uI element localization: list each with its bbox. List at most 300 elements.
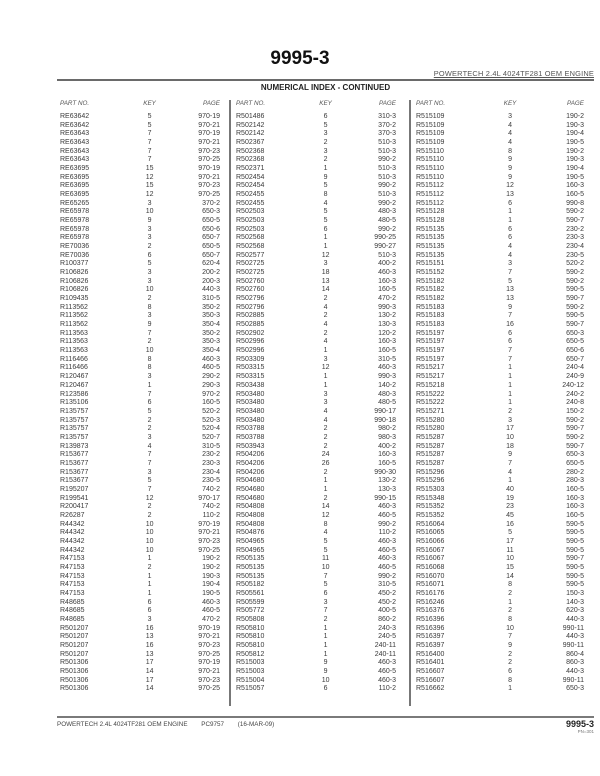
part-number-cell: R502371	[236, 165, 265, 173]
table-row	[416, 521, 584, 530]
key-cell: 5	[323, 208, 328, 216]
index-column-1	[57, 100, 228, 706]
page-ref-cell: 480-5	[378, 217, 396, 225]
part-number-cell: R116466	[60, 355, 88, 363]
part-number-cell: R504965	[236, 546, 265, 554]
key-cell: 13	[506, 191, 514, 199]
part-number-cell: R502503	[236, 217, 265, 225]
page-ref-cell: 520-4	[202, 425, 220, 433]
key-cell: 7	[508, 355, 513, 363]
page-ref-cell: 130-2	[378, 477, 396, 485]
part-number-cell: R515183	[416, 312, 445, 320]
table-row	[60, 113, 220, 122]
table-row	[236, 599, 396, 608]
key-cell: 12	[145, 494, 154, 502]
part-number-cell: R515110	[416, 156, 444, 164]
part-number-cell: R502760	[236, 277, 265, 285]
key-cell: 9	[508, 303, 513, 311]
table-row	[416, 547, 584, 556]
page-ref-cell: 520-3	[202, 416, 220, 424]
table-row	[60, 529, 220, 538]
page-ref-cell: 240-11	[374, 650, 396, 658]
table-row	[60, 391, 220, 400]
part-number-cell: R504680	[236, 477, 265, 485]
page-ref-cell: 310-5	[378, 355, 396, 363]
part-number-cell: R515128	[416, 208, 445, 216]
page-ref-cell: 650-5	[202, 243, 220, 251]
page-ref-cell: 460-5	[378, 511, 396, 519]
key-cell: 2	[508, 650, 513, 658]
key-cell: 4	[147, 442, 152, 450]
key-cell: 13	[145, 650, 154, 658]
key-cell: 3	[323, 260, 328, 268]
part-number-cell: R106826	[60, 286, 89, 294]
page-ref-cell: 160-5	[566, 485, 584, 493]
part-number-cell: R515109	[416, 139, 445, 147]
key-cell: 3	[323, 130, 328, 138]
page-ref-cell: 190-2	[566, 147, 584, 155]
part-number-cell: RE63642	[60, 113, 90, 120]
key-cell: 6	[508, 668, 513, 675]
page-ref-cell: 190-5	[566, 173, 584, 181]
key-cell: 17	[506, 425, 514, 433]
page-ref-cell: 590-5	[566, 563, 584, 571]
table-row	[236, 399, 396, 408]
page-ref-cell: 990-17	[374, 407, 396, 415]
key-cell: 19	[506, 494, 514, 502]
key-cell: 10	[321, 676, 330, 684]
part-number-cell: R515296	[416, 477, 445, 485]
part-number-cell: RE63642	[60, 121, 90, 129]
part-number-cell: R516246	[416, 598, 445, 606]
key-cell: 12	[145, 191, 154, 199]
part-number-cell: R116466	[60, 364, 88, 372]
table-row	[416, 260, 584, 269]
table-row	[60, 625, 220, 634]
page-ref-cell: 520-2	[566, 260, 584, 268]
page-ref-cell: 350-3	[202, 312, 220, 320]
key-cell: 2	[508, 659, 513, 667]
key-cell: 3	[508, 416, 513, 424]
table-row	[236, 564, 396, 573]
table-row	[60, 234, 220, 243]
part-number-cell: R516401	[416, 659, 445, 667]
table-row	[236, 304, 396, 313]
key-cell: 40	[506, 485, 514, 493]
page-ref-cell: 400-2	[378, 260, 396, 268]
table-row	[236, 521, 396, 530]
part-number-cell: R503309	[236, 355, 265, 363]
part-number-cell: R515109	[416, 121, 445, 129]
key-cell: 9	[508, 641, 513, 649]
table-row	[60, 174, 220, 183]
table-row	[60, 252, 220, 261]
key-cell: 12	[506, 182, 514, 190]
table-row	[236, 434, 396, 443]
table-row	[416, 113, 584, 122]
index-table-3	[416, 100, 584, 694]
part-number-cell: R505182	[236, 581, 265, 589]
table-row	[416, 200, 584, 209]
page-ref-cell: 590-5	[566, 286, 584, 294]
key-cell: 7	[147, 451, 152, 459]
page-ref-cell: 970-17	[198, 494, 220, 502]
page-ref-cell: 620-3	[566, 607, 584, 615]
key-cell: 1	[508, 399, 513, 407]
index-table-1	[60, 100, 220, 694]
page-ref-cell: 230-4	[566, 243, 584, 251]
table-row	[60, 538, 220, 547]
page-ref-cell: 240-3	[378, 624, 396, 632]
page-ref-cell: 400-5	[378, 607, 396, 615]
table-row	[60, 590, 220, 599]
table-row	[60, 451, 220, 460]
part-number-cell: R139873	[60, 442, 89, 450]
part-number-cell: R515183	[416, 321, 445, 329]
part-number-cell: RE63643	[60, 147, 90, 155]
table-row	[60, 408, 220, 417]
key-cell: 2	[323, 494, 328, 502]
page-ref-cell: 590-7	[566, 425, 584, 433]
table-row	[236, 174, 396, 183]
page-ref-cell: 460-3	[378, 537, 396, 545]
page-ref-cell: 160-5	[202, 399, 220, 407]
part-number-cell: R135757	[60, 416, 89, 424]
page-ref-cell: 990-2	[378, 199, 396, 207]
key-cell: 11	[321, 555, 330, 563]
page-ref-cell: 510-3	[378, 147, 396, 155]
page-ref-cell: 160-5	[378, 459, 396, 467]
part-number-cell: R515110	[416, 165, 444, 173]
key-cell: 6	[508, 199, 513, 207]
table-row	[60, 651, 220, 660]
index-columns	[57, 100, 594, 706]
table-row	[60, 512, 220, 521]
page-ref-cell: 590-5	[566, 581, 584, 589]
page-ref-cell: 590-5	[566, 520, 584, 528]
part-number-cell: R515182	[416, 295, 445, 303]
page-ref-cell: 980-3	[378, 433, 396, 441]
table-row	[236, 573, 396, 582]
part-number-cell: R515352	[416, 503, 445, 511]
header-page: PAGE	[566, 100, 584, 107]
table-row	[236, 668, 396, 677]
footer-rule	[57, 716, 594, 718]
key-cell: 8	[323, 520, 328, 528]
table-row	[236, 373, 396, 382]
page-ref-cell: 990-11	[562, 641, 584, 649]
key-cell: 7	[147, 459, 152, 467]
key-cell: 13	[506, 295, 514, 303]
page-ref-cell: 990-2	[378, 225, 396, 233]
table-row	[416, 399, 584, 408]
key-cell: 10	[321, 563, 330, 571]
key-cell: 4	[508, 243, 513, 251]
key-cell: 4	[323, 338, 328, 346]
key-cell: 10	[145, 529, 154, 537]
table-row	[236, 417, 396, 426]
key-cell: 6	[323, 113, 328, 120]
table-row	[60, 217, 220, 226]
part-number-cell: R106826	[60, 277, 89, 285]
table-row	[416, 685, 584, 694]
page-ref-cell: 200-3	[202, 277, 220, 285]
part-number-cell: R515217	[416, 373, 445, 381]
table-row	[416, 417, 584, 426]
key-cell: 15	[145, 182, 154, 190]
part-number-cell: R516071	[416, 581, 445, 589]
page-ref-cell: 590-2	[566, 433, 584, 441]
table-row	[416, 226, 584, 235]
table-row	[416, 373, 584, 382]
table-row	[416, 477, 584, 486]
table-row	[416, 581, 584, 590]
table-row	[60, 503, 220, 512]
table-row	[416, 278, 584, 287]
key-cell: 3	[147, 277, 152, 285]
table-row	[416, 599, 584, 608]
table-row	[236, 408, 396, 417]
header-page: PAGE	[202, 100, 220, 107]
table-row	[236, 286, 396, 295]
table-row	[416, 443, 584, 452]
table-row	[236, 364, 396, 373]
key-cell: 23	[506, 503, 514, 511]
table-row	[236, 451, 396, 460]
table-row	[60, 599, 220, 608]
part-number-cell: R516396	[416, 615, 445, 623]
page-ref-cell: 160-3	[566, 182, 584, 190]
page-ref-cell: 590-7	[566, 321, 584, 329]
key-cell: 10	[506, 433, 514, 441]
page-ref-cell: 160-5	[378, 286, 396, 294]
part-number-cell: R515135	[416, 234, 445, 242]
table-row	[60, 469, 220, 478]
page-ref-cell: 160-3	[378, 338, 396, 346]
part-number-cell: RE65978	[60, 225, 90, 233]
page-ref-cell: 310-5	[202, 442, 220, 450]
page-ref-cell: 240-11	[374, 641, 396, 649]
part-number-cell: R503480	[236, 416, 265, 424]
table-row	[416, 130, 584, 139]
page-ref-cell: 350-4	[202, 321, 220, 329]
page-ref-cell: 970-23	[198, 182, 220, 190]
header-page: PAGE	[378, 100, 396, 107]
page-ref-cell: 160-3	[566, 494, 584, 502]
table-row	[416, 642, 584, 651]
key-cell: 1	[323, 373, 328, 381]
page-ref-cell: 650-7	[202, 234, 220, 242]
part-number-cell: R502503	[236, 208, 265, 216]
table-row	[236, 425, 396, 434]
table-row	[416, 434, 584, 443]
part-number-cell: R515152	[416, 269, 445, 277]
key-cell: 9	[323, 668, 328, 675]
key-cell: 14	[321, 503, 330, 511]
page-ref-cell: 200-2	[202, 269, 220, 277]
part-number-cell: R501207	[60, 641, 89, 649]
table-row	[416, 182, 584, 191]
page-ref-cell: 480-3	[378, 390, 396, 398]
key-cell: 8	[147, 303, 152, 311]
page-ref-cell: 970-19	[198, 165, 220, 173]
key-cell: 10	[145, 537, 154, 545]
page-ref-cell: 190-2	[202, 563, 220, 571]
page-ref-cell: 650-7	[202, 251, 220, 259]
page-ref-cell: 310-5	[202, 295, 220, 303]
page-ref-cell: 460-3	[378, 364, 396, 372]
part-number-cell: R113562	[60, 303, 88, 311]
part-number-cell: R516607	[416, 676, 445, 684]
table-row	[416, 573, 584, 582]
table-row	[60, 373, 220, 382]
part-number-cell: R515112	[416, 191, 444, 199]
key-cell: 6	[508, 234, 513, 242]
part-number-cell: R113563	[60, 338, 88, 346]
table-row	[236, 269, 396, 278]
page-ref-cell: 160-3	[378, 451, 396, 459]
table-row	[236, 469, 396, 478]
part-number-cell: R501486	[236, 113, 265, 120]
page-ref-cell: 980-2	[378, 425, 396, 433]
page-ref-cell: 970-19	[198, 113, 220, 120]
key-cell: 2	[323, 615, 328, 623]
key-cell: 10	[145, 286, 154, 294]
part-number-cell: R501207	[60, 650, 89, 658]
page-ref-cell: 240-9	[566, 373, 584, 381]
part-number-cell: R515348	[416, 494, 445, 502]
table-row	[236, 139, 396, 148]
part-number-cell: R515271	[416, 407, 445, 415]
key-cell: 1	[323, 624, 328, 632]
key-cell: 13	[506, 286, 514, 294]
key-cell: 1	[147, 555, 152, 563]
page-ref-cell: 350-3	[202, 338, 220, 346]
part-number-cell: R505772	[236, 607, 265, 615]
key-cell: 15	[506, 563, 514, 571]
key-cell: 3	[323, 390, 328, 398]
table-row	[236, 182, 396, 191]
table-row	[236, 625, 396, 634]
part-number-cell: R516396	[416, 624, 445, 632]
table-row	[236, 547, 396, 556]
key-cell: 45	[506, 511, 514, 519]
part-number-cell: R516376	[416, 607, 445, 615]
page-ref-cell: 110-2	[378, 685, 396, 693]
table-row	[60, 443, 220, 452]
page-number: 9995-3	[270, 48, 330, 69]
page-ref-cell: 990-25	[374, 234, 396, 242]
part-number-cell: R502454	[236, 173, 265, 181]
key-cell: 1	[508, 373, 513, 381]
key-cell: 10	[145, 546, 154, 554]
key-cell: 16	[506, 321, 514, 329]
page-ref-cell: 590-2	[566, 416, 584, 424]
page-ref-cell: 620-4	[202, 260, 220, 268]
key-cell: 4	[508, 468, 513, 476]
page-ref-cell: 740-2	[202, 485, 220, 493]
key-cell: 1	[323, 243, 328, 251]
key-cell: 2	[147, 338, 152, 346]
page-ref-cell: 970-25	[198, 685, 220, 693]
key-cell: 14	[506, 572, 514, 580]
key-cell: 6	[147, 598, 152, 606]
part-number-cell: R502796	[236, 303, 265, 311]
table-row	[60, 156, 220, 165]
key-cell: 5	[147, 407, 152, 415]
table-row	[60, 581, 220, 590]
key-cell: 2	[147, 425, 152, 433]
page-ref-cell: 990-8	[566, 199, 584, 207]
part-number-cell: R501207	[60, 624, 89, 632]
table-row	[60, 226, 220, 235]
table-row	[236, 356, 396, 365]
key-cell: 4	[508, 130, 513, 138]
page-ref-cell: 460-3	[378, 555, 396, 563]
table-row	[236, 503, 396, 512]
part-number-cell: RE65978	[60, 217, 90, 225]
table-row	[236, 538, 396, 547]
table-row	[236, 555, 396, 564]
key-cell: 1	[323, 165, 328, 173]
page-ref-cell: 230-2	[566, 225, 584, 233]
page-ref-cell: 860-4	[566, 650, 584, 658]
key-cell: 2	[147, 563, 152, 571]
table-row	[416, 156, 584, 165]
part-number-cell: R48685	[60, 598, 85, 606]
table-row	[60, 122, 220, 131]
key-cell: 7	[323, 572, 328, 580]
part-number-cell: R515217	[416, 364, 445, 372]
page-ref-cell: 480-5	[378, 399, 396, 407]
part-number-cell: RE70036	[60, 243, 90, 251]
part-number-cell: R515352	[416, 511, 445, 519]
footer-date: (16-MAR-09)	[237, 721, 275, 728]
key-cell: 2	[323, 156, 328, 164]
part-number-cell: RE63695	[60, 173, 90, 181]
table-row	[236, 633, 396, 642]
table-row	[60, 347, 220, 356]
key-cell: 2	[323, 329, 328, 337]
table-row	[416, 356, 584, 365]
table-row	[60, 130, 220, 139]
part-number-cell: RE70036	[60, 251, 90, 259]
page-ref-cell: 460-3	[378, 503, 396, 511]
part-number-cell: R505599	[236, 598, 265, 606]
part-number-cell: R515197	[416, 355, 445, 363]
part-number-cell: R515197	[416, 338, 445, 346]
key-cell: 9	[323, 173, 328, 181]
page-ref-cell: 190-2	[566, 113, 584, 120]
footer-doc-code: PC9757	[201, 721, 225, 728]
table-row	[60, 208, 220, 217]
page-ref-cell: 510-3	[378, 165, 396, 173]
key-cell: 7	[323, 607, 328, 615]
table-row	[236, 338, 396, 347]
table-row	[416, 633, 584, 642]
table-row	[416, 529, 584, 538]
page-ref-cell: 240-8	[566, 399, 584, 407]
table-row	[416, 625, 584, 634]
part-number-cell: R153677	[60, 477, 89, 485]
page-ref-cell: 230-5	[566, 251, 584, 259]
page-ref-cell: 150-3	[566, 589, 584, 597]
page-ref-cell: 120-2	[378, 329, 396, 337]
page-ref-cell: 650-3	[566, 329, 584, 337]
part-number-cell: R503438	[236, 381, 265, 389]
key-cell: 3	[147, 373, 152, 381]
page-ref-cell: 150-2	[566, 407, 584, 415]
